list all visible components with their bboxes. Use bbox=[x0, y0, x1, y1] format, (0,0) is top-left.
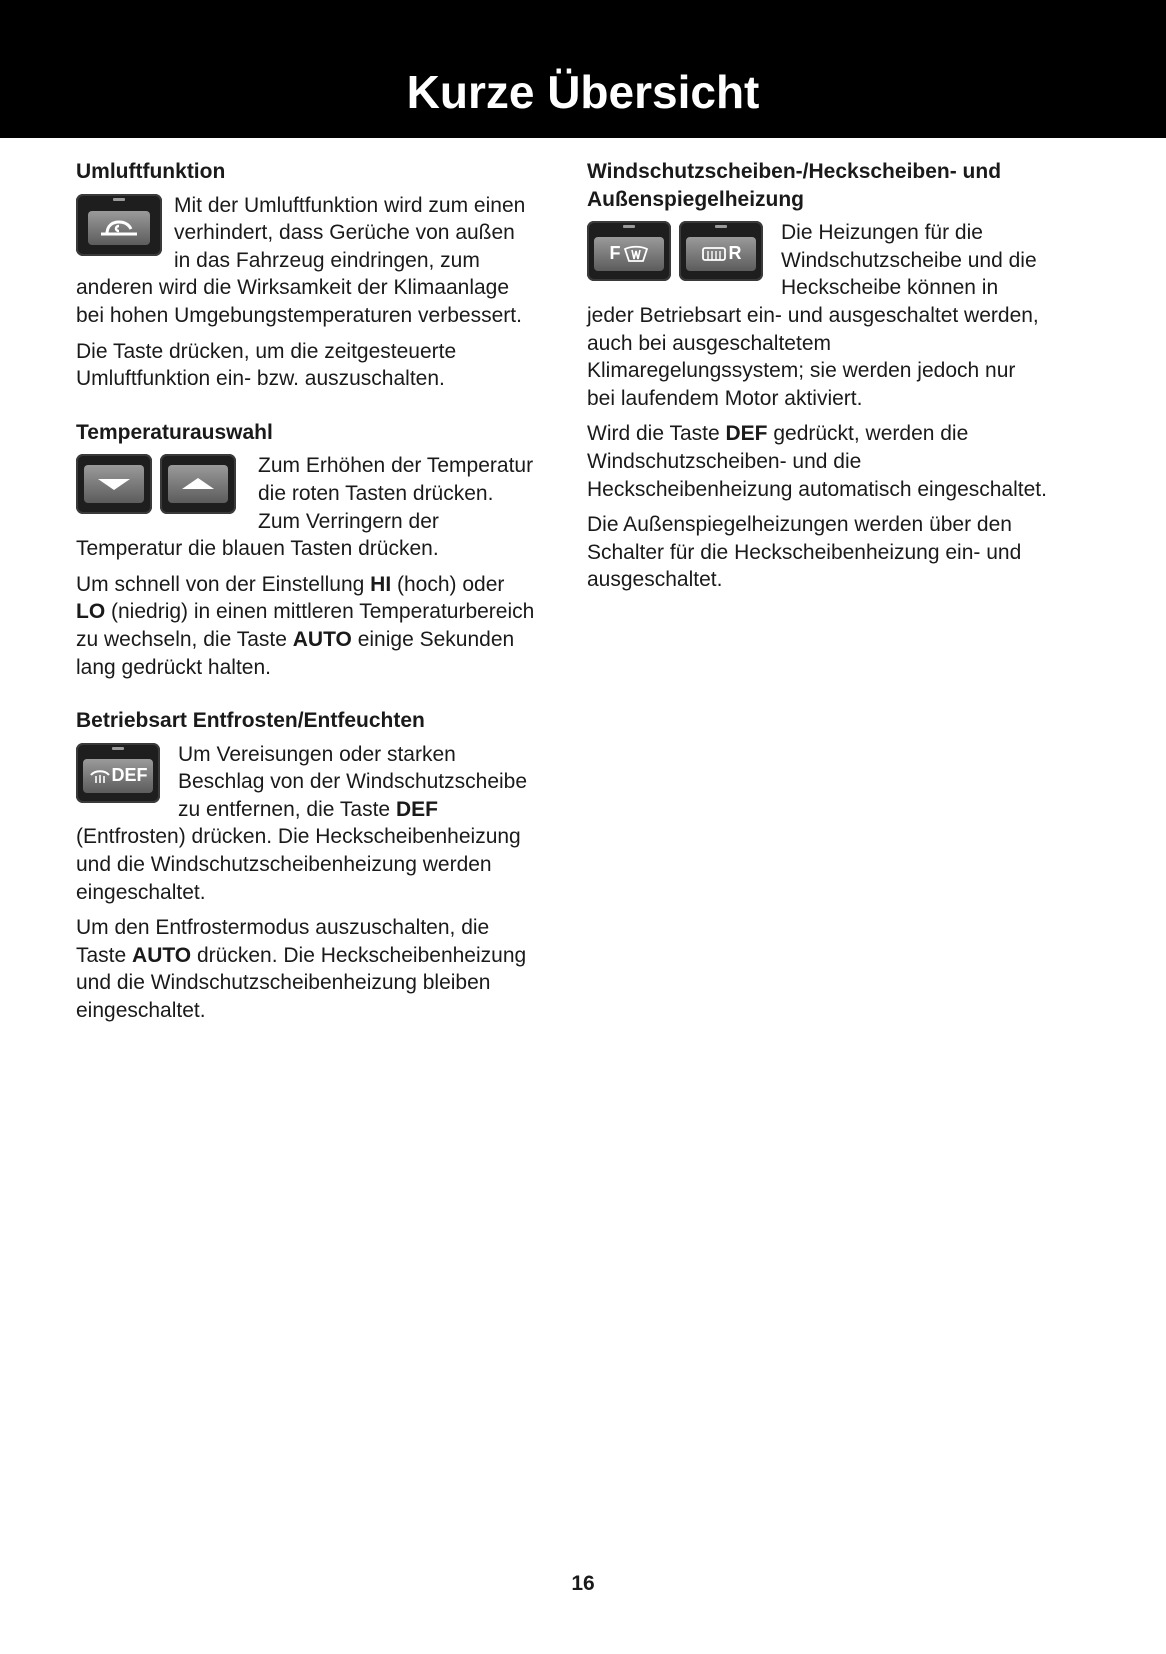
paragraph: Um den Entfrostermodus auszuschalten, die Taste AUTO drücken. Die Heckscheibenheizung und die Windschutzscheibenheizung bleiben eingeschaltet. bbox=[76, 916, 527, 1023]
page-title: Kurze Übersicht bbox=[406, 66, 760, 118]
paragraph: Zum Erhöhen der Temperatur die roten Tasten drücken. Zum Verringern der Temperatur die blauen Tasten drücken. bbox=[76, 454, 534, 561]
defrost-button bbox=[76, 743, 160, 803]
recirculation-button bbox=[76, 194, 162, 256]
temperature-up-button bbox=[160, 454, 236, 514]
rear-windscreen-heater-icon: R bbox=[686, 237, 756, 271]
triangle-down-icon bbox=[84, 465, 144, 503]
section-heading: Windschutzscheiben-/Heckscheiben- und Außenspiegelheizung bbox=[587, 160, 1002, 211]
section-heading: Temperaturauswahl bbox=[76, 420, 273, 444]
paragraph: Wird die Taste DEF gedrückt, werden die Windschutzscheiben- und die Heckscheibenheizung automatisch eingeschaltet. bbox=[587, 422, 1047, 501]
indicator-led bbox=[623, 225, 635, 228]
left-column bbox=[76, 158, 536, 1051]
paragraph: Um schnell von der Einstellung HI (hoch) oder LO (niedrig) in einen mittleren Temperaturbereich zu wechseln, die Taste AUTO einige Sekunden lang gedrückt halten. bbox=[76, 572, 535, 679]
indicator-led bbox=[112, 747, 124, 750]
rear-heater-button bbox=[679, 221, 763, 281]
paragraph: Mit der Umluftfunktion wird zum einen verhindert, dass Gerüche von außen in das Fahrzeug eindringen, zum anderen wird die Wirksamkeit der Klimaanlage bei hohen Umgebungstemperaturen verbessert. bbox=[76, 193, 526, 327]
section-entfrosten bbox=[76, 707, 536, 1025]
section-heading: Umluftfunktion bbox=[76, 160, 226, 183]
front-windscreen-heater-icon: F bbox=[594, 237, 664, 271]
paragraph: Die Heizungen für die Windschutzscheibe und die Heckscheibe können in jeder Betriebsart ein- und ausgeschaltet werden, auch bei ausgeschaltetem Klimaregelungssystem; sie werden jedoch nur bei laufendem Motor aktiviert. bbox=[587, 221, 1039, 410]
page-header bbox=[0, 0, 1166, 138]
right-column bbox=[587, 158, 1047, 620]
defrost-button-illustration bbox=[76, 743, 160, 803]
page-number: 16 bbox=[571, 1572, 595, 1595]
defrost-icon: DEF bbox=[83, 759, 153, 793]
section-umluftfunktion bbox=[76, 158, 536, 393]
triangle-up-icon bbox=[168, 465, 228, 503]
paragraph: Um Vereisungen oder starken Beschlag von der Windschutzscheibe zu entfernen, die Taste DEF (Entfrosten) drücken. Die Heckscheibenheizung und die Windschutzscheibenheizung werden eingeschaltet. bbox=[76, 742, 528, 904]
temperature-buttons-illustration bbox=[76, 454, 236, 514]
paragraph: Die Taste drücken, um die zeitgesteuerte Umluftfunktion ein- bzw. auszuschalten. bbox=[76, 339, 457, 391]
indicator-led bbox=[715, 225, 727, 228]
paragraph: Die Außenspiegelheizungen werden über den Schalter für die Heckscheibenheizung ein- und ausgeschaltet. bbox=[587, 513, 1022, 592]
section-scheibenheizung bbox=[587, 158, 1047, 594]
recirculation-icon bbox=[88, 211, 150, 245]
section-temperaturauswahl bbox=[76, 419, 536, 681]
front-heater-button bbox=[587, 221, 671, 281]
indicator-led bbox=[113, 198, 125, 201]
temperature-down-button bbox=[76, 454, 152, 514]
section-heading: Betriebsart Entfrosten/Entfeuchten bbox=[76, 709, 425, 733]
recirculation-button-illustration bbox=[76, 194, 162, 256]
heater-buttons-illustration bbox=[587, 221, 763, 281]
